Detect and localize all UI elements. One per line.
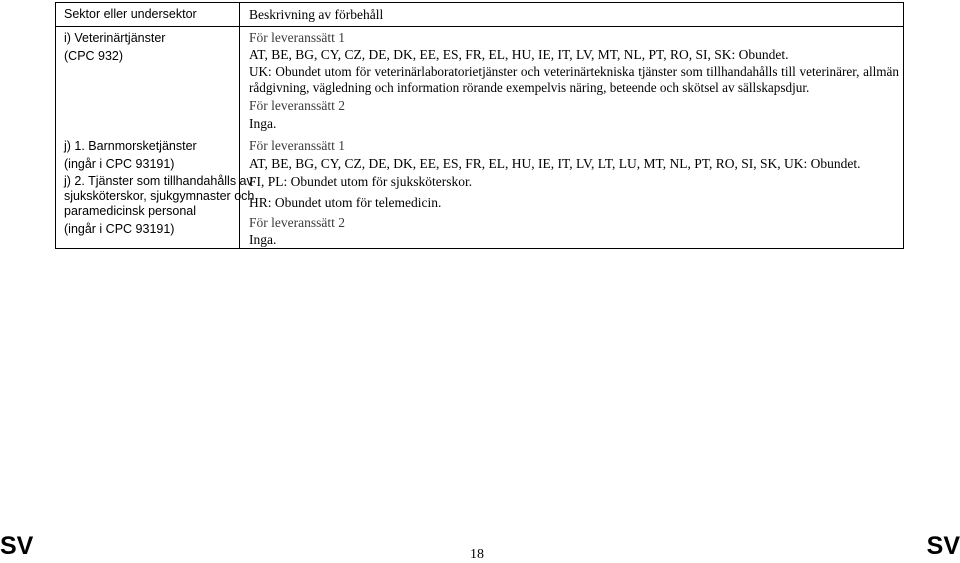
footer-language-code-left: SV	[0, 532, 34, 560]
column-divider	[239, 3, 240, 248]
header-description: Beskrivning av förbehåll	[249, 7, 384, 22]
row2-sector-line-5: paramedicinsk personal	[64, 204, 197, 218]
row1-mode2-value: Inga.	[249, 116, 277, 131]
row2-mode2-value: Inga.	[249, 232, 277, 247]
row2-sector-line-2: (ingår i CPC 93191)	[64, 157, 175, 171]
reservations-table	[55, 2, 904, 249]
row2-sector-line-3: j) 2. Tjänster som tillhandahålls av	[64, 174, 253, 188]
row1-uk-reservation: UK: Obundet utom för veterinärlaboratorietjänster och veterinärtekniska tjänster som tillhandahålls till veterinärer, allmän rådgivning, vägledning och information rörande exempelvis näring, beteende och skötsel av sällskapsdjur.	[249, 64, 899, 95]
row1-sector-line-2: (CPC 932)	[64, 49, 124, 63]
row2-mode1-label: För leveranssätt 1	[249, 138, 345, 153]
row1-sector-line-1: i) Veterinärtjänster	[64, 31, 166, 45]
table-header-row	[56, 3, 903, 27]
row2-sector-line-6: (ingår i CPC 93191)	[64, 222, 175, 236]
row1-mode2-label: För leveranssätt 2	[249, 98, 345, 113]
row2-sector-line-1: j) 1. Barnmorsketjänster	[64, 139, 197, 153]
row2-hr-reservation: HR: Obundet utom för telemedicin.	[249, 195, 442, 210]
row1-mode1-label: För leveranssätt 1	[249, 30, 345, 45]
row2-fi-pl-reservation: FI, PL: Obundet utom för sjuksköterskor.	[249, 174, 473, 189]
row2-sector-line-4: sjuksköterskor, sjukgymnaster och	[64, 189, 255, 203]
row1-mode1-countries: AT, BE, BG, CY, CZ, DE, DK, EE, ES, FR, EL, HU, IE, IT, LV, MT, NL, PT, RO, SI, SK: Obundet.	[249, 47, 789, 62]
row2-mode2-label: För leveranssätt 2	[249, 215, 345, 230]
row2-mode1-countries: AT, BE, BG, CY, CZ, DE, DK, EE, ES, FR, EL, HU, IE, IT, LV, LT, LU, MT, NL, PT, RO, SI, SK, UK: Obundet.	[249, 156, 861, 171]
page-number: 18	[470, 547, 484, 562]
header-sector: Sektor eller undersektor	[64, 7, 197, 21]
footer-language-code-right: SV	[926, 532, 960, 560]
